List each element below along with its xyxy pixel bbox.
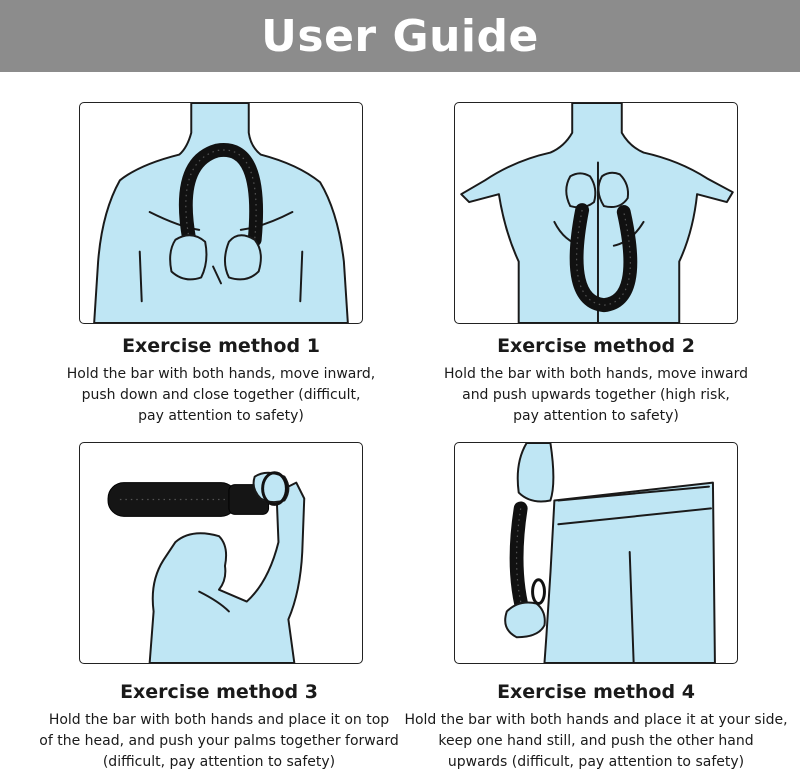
method-description: Hold the bar with both hands and place it at your side, keep one hand still, and push the other hand upwards (difficult, pay attention to safety): [404, 712, 788, 770]
side-press-figure: [455, 443, 737, 663]
method-title: Exercise method 3: [120, 681, 318, 703]
method-title: Exercise method 4: [497, 681, 695, 703]
method-title: Exercise method 1: [122, 335, 320, 357]
method-description: Hold the bar with both hands, move inward, push down and close together (difficult, pay attention to safety): [66, 366, 376, 424]
illustration-method-3: [79, 442, 363, 664]
front-chest-press-figure: [80, 103, 362, 323]
caption-method-2: [431, 334, 761, 427]
page-title: User Guide: [261, 10, 539, 62]
caption-method-3: [39, 680, 399, 773]
illustration-method-1: [79, 102, 363, 324]
caption-method-4: [404, 680, 788, 773]
illustration-method-4: [454, 442, 738, 664]
method-description: Hold the bar with both hands and place it on top of the head, and push your palms together forward (difficult, pay attention to safety): [39, 712, 399, 770]
method-title: Exercise method 2: [497, 335, 695, 357]
caption-method-1: [56, 334, 386, 427]
back-upward-press-figure: [455, 103, 737, 323]
overhead-press-figure: [80, 443, 362, 663]
illustration-method-2: [454, 102, 738, 324]
header-banner: [0, 0, 800, 72]
method-description: Hold the bar with both hands, move inward and push upwards together (high risk, pay attention to safety): [444, 366, 748, 424]
